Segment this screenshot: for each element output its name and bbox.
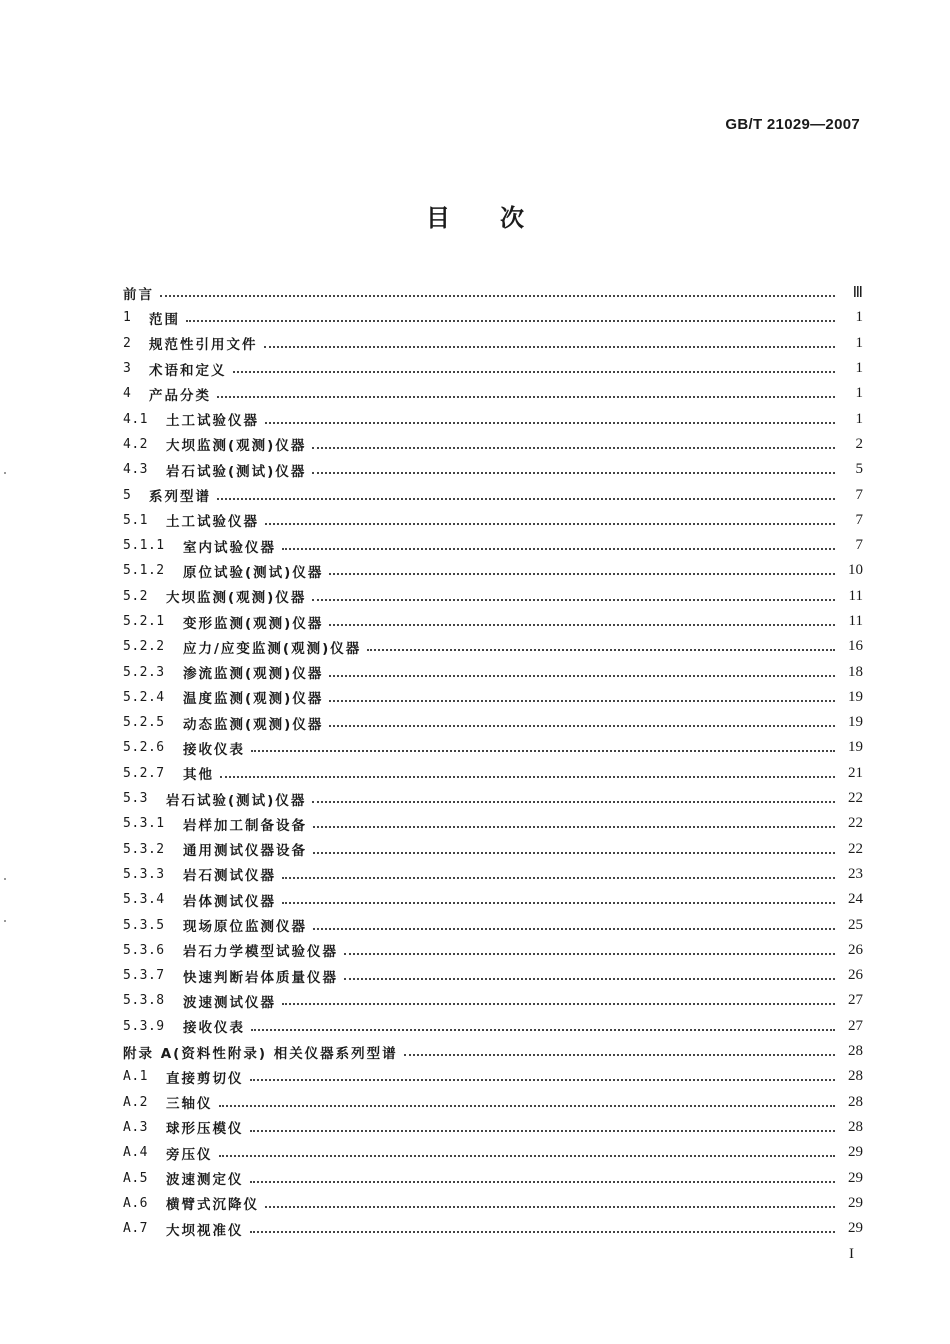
dot-leader — [186, 319, 835, 322]
dot-leader — [265, 1205, 835, 1208]
toc-entry[interactable] — [123, 381, 863, 406]
toc-entry-title: 渗流监测(观测)仪器 — [183, 666, 324, 683]
toc-entry-page: 27 — [848, 992, 863, 1009]
toc-entry-number: 4.2 — [123, 436, 148, 452]
dot-leader — [265, 421, 835, 424]
dot-leader — [233, 370, 836, 373]
toc-entry-page: 28 — [848, 1118, 863, 1135]
toc-entry-page: 29 — [848, 1144, 863, 1161]
toc-entry-title: 直接剪切仪 — [166, 1070, 244, 1087]
toc-entry-number: 5.1.1 — [123, 538, 165, 554]
toc-entry-page: 29 — [848, 1194, 863, 1211]
toc-entry-number: 5.2.7 — [123, 765, 165, 781]
dot-leader — [329, 699, 835, 702]
page-folio: I — [849, 1246, 854, 1262]
dot-leader — [344, 952, 835, 955]
dot-leader — [313, 851, 835, 854]
toc-entry-number: 5.3.8 — [123, 993, 165, 1009]
toc-entry-page: 27 — [848, 1017, 863, 1034]
toc-entry[interactable] — [123, 406, 863, 431]
scan-mark — [4, 920, 6, 922]
dot-leader — [312, 471, 835, 474]
toc-entry[interactable] — [123, 887, 863, 912]
toc-entry-title: 规范性引用文件 — [149, 337, 258, 354]
dot-leader — [282, 876, 835, 879]
toc-entry-number: 2 — [123, 335, 132, 351]
toc-entry[interactable] — [123, 1064, 863, 1089]
toc-entry-number: A.5 — [123, 1170, 148, 1186]
toc-entry[interactable] — [123, 558, 863, 583]
toc-entry-title: 术语和定义 — [149, 362, 227, 379]
toc-entry-number: 5.3.7 — [123, 968, 165, 984]
toc-entry[interactable] — [123, 837, 863, 862]
dot-leader — [264, 345, 836, 348]
toc-entry-title: 波速测试仪器 — [183, 994, 276, 1011]
toc-entry-number: 5 — [123, 487, 132, 503]
toc-entry-title: 土工试验仪器 — [166, 413, 259, 430]
toc-entry-number: 5.2.2 — [123, 639, 165, 655]
toc-entry-page: 19 — [848, 739, 863, 756]
toc-entry[interactable] — [123, 685, 863, 710]
toc-entry-number: A.3 — [123, 1119, 148, 1135]
toc-entry-number: 5.2.4 — [123, 689, 165, 705]
toc-entry-title: 接收仪表 — [183, 1020, 245, 1037]
toc-entry-page: 7 — [855, 537, 863, 554]
dot-leader — [251, 749, 835, 752]
toc-entry[interactable] — [123, 1191, 863, 1216]
toc-entry-title: 室内试验仪器 — [183, 539, 276, 556]
dot-leader — [329, 724, 835, 727]
toc-entry-page: 11 — [848, 613, 863, 629]
toc-entry-page: 19 — [848, 688, 863, 705]
toc-entry[interactable] — [123, 1039, 863, 1064]
dot-leader — [250, 1180, 836, 1183]
dot-leader — [312, 598, 835, 601]
toc-entry-title: 波速测定仪 — [166, 1172, 244, 1189]
dot-leader — [217, 395, 835, 398]
toc-entry-page: 26 — [848, 967, 863, 984]
toc-entry-title: 范围 — [149, 311, 180, 328]
toc-entry-title: 温度监测(观测)仪器 — [183, 691, 324, 708]
page-title: 目次 — [426, 204, 574, 232]
toc-entry-title: 系列型谱 — [149, 489, 211, 506]
toc-entry[interactable] — [123, 1014, 863, 1039]
toc-entry[interactable] — [123, 331, 863, 356]
toc-entry-title: 前言 — [123, 286, 154, 303]
dot-leader — [312, 446, 835, 449]
toc-entry[interactable] — [123, 482, 863, 507]
toc-entry[interactable] — [123, 1140, 863, 1165]
toc-entry-number: A.6 — [123, 1195, 148, 1211]
toc-entry[interactable] — [123, 938, 863, 963]
dot-leader — [329, 674, 835, 677]
dot-leader — [250, 1129, 836, 1132]
toc-entry[interactable] — [123, 811, 863, 836]
toc-entry-number: 5.1 — [123, 512, 148, 528]
toc-entry-title: 接收仪表 — [183, 741, 245, 758]
toc-entry-number: A.4 — [123, 1145, 148, 1161]
toc-entry-page: 22 — [848, 840, 863, 857]
toc-entry-title: 岩石测试仪器 — [183, 868, 276, 885]
dot-leader — [219, 1104, 836, 1107]
table-of-contents — [123, 280, 863, 1241]
toc-entry-title: 大坝监测(观测)仪器 — [166, 590, 307, 607]
toc-entry[interactable] — [123, 1165, 863, 1190]
toc-entry-number: 5.2.6 — [123, 740, 165, 756]
toc-entry-title: 大坝视准仪 — [166, 1222, 244, 1239]
toc-entry-page: 23 — [848, 865, 863, 882]
toc-entry[interactable] — [123, 356, 863, 381]
toc-entry[interactable] — [123, 912, 863, 937]
toc-entry[interactable] — [123, 988, 863, 1013]
toc-entry-title: 其他 — [183, 767, 214, 784]
toc-entry-page: 1 — [855, 385, 863, 402]
toc-entry-page: 1 — [855, 410, 863, 427]
toc-entry[interactable] — [123, 457, 863, 482]
toc-entry-title: 岩石力学模型试验仪器 — [183, 944, 338, 961]
toc-entry[interactable] — [123, 1115, 863, 1140]
toc-entry-title: 三轴仪 — [166, 1096, 213, 1113]
toc-entry-number: 5.1.2 — [123, 563, 165, 579]
dot-leader — [160, 294, 835, 297]
toc-entry-title: 土工试验仪器 — [166, 514, 259, 531]
dot-leader — [282, 547, 835, 550]
toc-entry[interactable] — [123, 786, 863, 811]
dot-leader — [250, 1230, 836, 1233]
toc-entry-title: 变形监测(观测)仪器 — [183, 615, 324, 632]
dot-leader — [282, 1002, 835, 1005]
toc-entry[interactable] — [123, 963, 863, 988]
dot-leader — [250, 1078, 836, 1081]
toc-entry-number: 5.3.9 — [123, 1018, 165, 1034]
toc-entry-number: 4.3 — [123, 462, 148, 478]
toc-entry-number: 5.2.5 — [123, 715, 165, 731]
toc-entry-number: 4 — [123, 386, 132, 402]
toc-entry-page: Ⅲ — [852, 285, 863, 302]
toc-entry-page: 28 — [848, 1068, 863, 1085]
toc-entry[interactable] — [123, 609, 863, 634]
toc-entry-page: 29 — [848, 1169, 863, 1186]
dot-leader — [344, 977, 835, 980]
scan-mark — [4, 878, 6, 880]
dot-leader — [282, 901, 835, 904]
toc-entry-page: 26 — [848, 941, 863, 958]
toc-entry-page: 16 — [848, 638, 863, 655]
toc-entry-number: 1 — [123, 310, 132, 326]
toc-entry-number: 5.3.5 — [123, 917, 165, 933]
toc-entry-number: A.7 — [123, 1221, 148, 1237]
toc-entry-title: 横臂式沉降仪 — [166, 1197, 259, 1214]
toc-entry-page: 21 — [848, 764, 863, 781]
toc-entry-page: 2 — [855, 435, 863, 452]
toc-entry-title: 附录 A(资料性附录) 相关仪器系列型谱 — [123, 1045, 398, 1062]
toc-entry[interactable] — [123, 1216, 863, 1241]
toc-entry-number: 5.3.1 — [123, 816, 165, 832]
toc-entry-title: 旁压仪 — [166, 1146, 213, 1163]
toc-entry-number: 5.2 — [123, 588, 148, 604]
toc-entry-number: 5.3 — [123, 791, 148, 807]
toc-entry[interactable] — [123, 508, 863, 533]
toc-entry-page: 5 — [855, 461, 863, 478]
toc-entry-number: 3 — [123, 361, 132, 377]
toc-entry-title: 应力/应变监测(观测)仪器 — [183, 640, 362, 657]
toc-entry-title: 产品分类 — [149, 387, 211, 404]
dot-leader — [313, 927, 835, 930]
toc-entry[interactable] — [123, 735, 863, 760]
toc-entry-title: 岩石试验(测试)仪器 — [166, 792, 307, 809]
toc-entry[interactable] — [123, 533, 863, 558]
toc-entry-page: 28 — [848, 1093, 863, 1110]
toc-entry[interactable] — [123, 659, 863, 684]
toc-entry-page: 1 — [855, 309, 863, 326]
toc-entry-number: A.1 — [123, 1069, 148, 1085]
toc-entry[interactable] — [123, 584, 863, 609]
dot-leader — [404, 1053, 835, 1056]
toc-entry-title: 岩体测试仪器 — [183, 893, 276, 910]
toc-entry-title: 岩样加工制备设备 — [183, 817, 307, 834]
toc-entry[interactable] — [123, 634, 863, 659]
toc-entry-number: A.2 — [123, 1094, 148, 1110]
toc-entry-title: 通用测试仪器设备 — [183, 843, 307, 860]
dot-leader — [251, 1028, 835, 1031]
toc-entry[interactable] — [123, 862, 863, 887]
toc-entry[interactable] — [123, 761, 863, 786]
dot-leader — [329, 623, 835, 626]
toc-entry[interactable] — [123, 305, 863, 330]
dot-leader — [217, 497, 835, 500]
toc-entry[interactable] — [123, 280, 863, 305]
dot-leader — [329, 572, 835, 575]
toc-entry[interactable] — [123, 1090, 863, 1115]
toc-entry-page: 1 — [855, 334, 863, 351]
toc-entry[interactable] — [123, 710, 863, 735]
toc-entry-page: 7 — [855, 486, 863, 503]
toc-entry-title: 大坝监测(观测)仪器 — [166, 438, 307, 455]
toc-entry-number: 5.2.3 — [123, 664, 165, 680]
toc-entry-number: 4.1 — [123, 411, 148, 427]
toc-entry[interactable] — [123, 432, 863, 457]
toc-entry-page: 29 — [848, 1220, 863, 1237]
dot-leader — [367, 648, 835, 651]
toc-entry-page: 18 — [848, 663, 863, 680]
toc-entry-number: 5.3.6 — [123, 942, 165, 958]
toc-entry-page: 28 — [848, 1043, 863, 1060]
dot-leader — [219, 1154, 836, 1157]
toc-entry-number: 5.2.1 — [123, 614, 165, 629]
scan-mark — [4, 472, 6, 474]
toc-entry-page: 11 — [848, 587, 863, 604]
toc-entry-number: 5.3.3 — [123, 866, 165, 882]
dot-leader — [313, 825, 835, 828]
standard-number: GB/T 21029—2007 — [725, 116, 860, 133]
dot-leader — [220, 775, 835, 778]
toc-entry-title: 现场原位监测仪器 — [183, 919, 307, 936]
toc-entry-number: 5.3.4 — [123, 892, 165, 908]
toc-entry-page: 22 — [848, 790, 863, 807]
toc-entry-page: 24 — [848, 891, 863, 908]
dot-leader — [312, 800, 835, 803]
toc-entry-page: 1 — [855, 360, 863, 377]
toc-entry-page: 25 — [848, 916, 863, 933]
toc-entry-page: 10 — [848, 562, 863, 579]
dot-leader — [265, 522, 835, 525]
toc-entry-title: 动态监测(观测)仪器 — [183, 716, 324, 733]
toc-entry-number: 5.3.2 — [123, 841, 165, 857]
toc-entry-title: 岩石试验(测试)仪器 — [166, 463, 307, 480]
toc-entry-title: 原位试验(测试)仪器 — [183, 564, 324, 581]
toc-entry-title: 球形压模仪 — [166, 1121, 244, 1138]
toc-entry-page: 22 — [848, 815, 863, 832]
toc-entry-page: 7 — [855, 511, 863, 528]
toc-entry-page: 19 — [848, 714, 863, 731]
toc-entry-title: 快速判断岩体质量仪器 — [183, 969, 338, 986]
